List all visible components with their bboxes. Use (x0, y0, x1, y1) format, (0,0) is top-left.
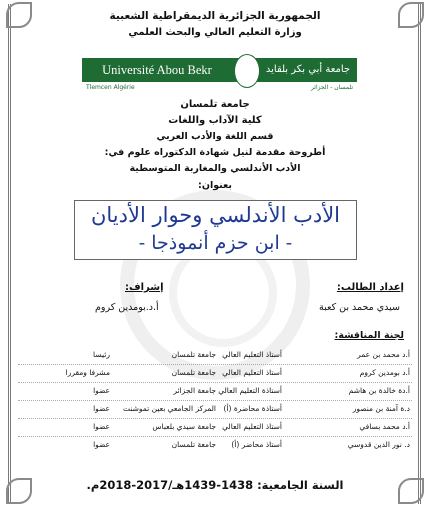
committee-member-row (18, 404, 410, 422)
student-name: سيدي محمد بن كعبة (319, 302, 400, 313)
member-institution: المركز الجامعي بعين تموشنت (123, 404, 216, 413)
member-rank: أستاذ التعليم العالي (222, 422, 282, 431)
member-institution: جامعة تلمسان (171, 368, 216, 377)
committee-label: لجنة المناقشة: (334, 330, 404, 341)
committee-member-row (18, 386, 410, 404)
member-institution: جامعة تلمسان (171, 440, 216, 449)
thesis-title-box (74, 200, 357, 260)
member-name: د.ة آمنة بن منصور (352, 404, 410, 413)
logo-sub-fr: Tlemcen Algérie (86, 84, 135, 91)
member-role: عضوا (93, 386, 110, 395)
row-divider (18, 400, 412, 401)
member-role: رئيسا (93, 350, 110, 359)
faculty-line: كلية الآداب واللغات (168, 115, 262, 126)
thesis-subtitle: - ابن حزم أنموذجا - (138, 232, 293, 254)
member-name: أ.د بومدين كروم (359, 368, 410, 377)
member-institution: جامعة الجزائر (173, 386, 216, 395)
supervisor-name: أ.د.بومدين كروم (95, 302, 159, 313)
member-name: د. نور الدين قدوسي (347, 440, 410, 449)
member-role: عضوا (93, 422, 110, 431)
department-line: قسم اللغة والأدب العربي (156, 131, 274, 142)
student-label: إعداد الطالب: (336, 282, 404, 293)
thesis-type-line-1: أطروحة مقدمة لنيل شهادة الدكتوراه علوم في: (104, 147, 326, 158)
supervisor-label: إشراف: (125, 282, 164, 293)
row-divider (18, 436, 412, 437)
university-logo-banner (82, 58, 357, 101)
member-role: مشرفا ومقررا (65, 368, 110, 377)
republic-heading: الجمهورية الجزائرية الديمقراطية الشعبية (109, 10, 321, 22)
member-institution: جامعة تلمسان (171, 350, 216, 359)
row-divider (18, 418, 412, 419)
thesis-title: الأدب الأندلسي وحوار الأديان (90, 203, 341, 227)
committee-member-row (18, 368, 410, 386)
title-label: بعنوان: (198, 180, 232, 191)
thesis-type-line-2: الأدب الأندلسي والمغاربة المتوسطية (129, 163, 301, 174)
ministry-heading: وزارة التعليم العالي والبحث العلمي (128, 27, 302, 38)
member-rank: أستاذ محاضر (أ) (231, 440, 282, 449)
member-name: أ.دة خالدة بن هاشم (348, 386, 410, 395)
member-role: عضوا (93, 440, 110, 449)
committee-member-row (18, 422, 410, 440)
logo-name-fr: Université Abou Bekr Belkaid (102, 63, 212, 101)
member-role: عضوا (93, 404, 110, 413)
member-rank: أستاذ التعليم العالي (222, 350, 282, 359)
row-divider (18, 382, 412, 383)
university-line: جامعة تلمسان (180, 99, 250, 110)
committee-member-row (18, 350, 410, 368)
member-name: أ.د محمد بسافي (359, 422, 410, 431)
member-name: أ.د محمد بن عمر (357, 350, 410, 359)
member-rank: أستاذ التعليم العالي (222, 368, 282, 377)
logo-sub-ar: تلمسان - الجزائر (310, 84, 353, 91)
academic-year: السنة الجامعية: 1438-1439هـ/2017-2018م. (86, 478, 344, 492)
row-divider (18, 364, 412, 365)
member-institution: جامعة سيدي بلعباس (152, 422, 216, 431)
university-seal-icon (234, 54, 260, 88)
logo-name-ar: جامعة أبي بكر بلقايد (265, 64, 351, 75)
committee-member-row (18, 440, 410, 458)
member-rank: أستاذة التعليم العالي (218, 386, 282, 395)
member-rank: أستاذة محاضرة (أ) (223, 404, 282, 413)
